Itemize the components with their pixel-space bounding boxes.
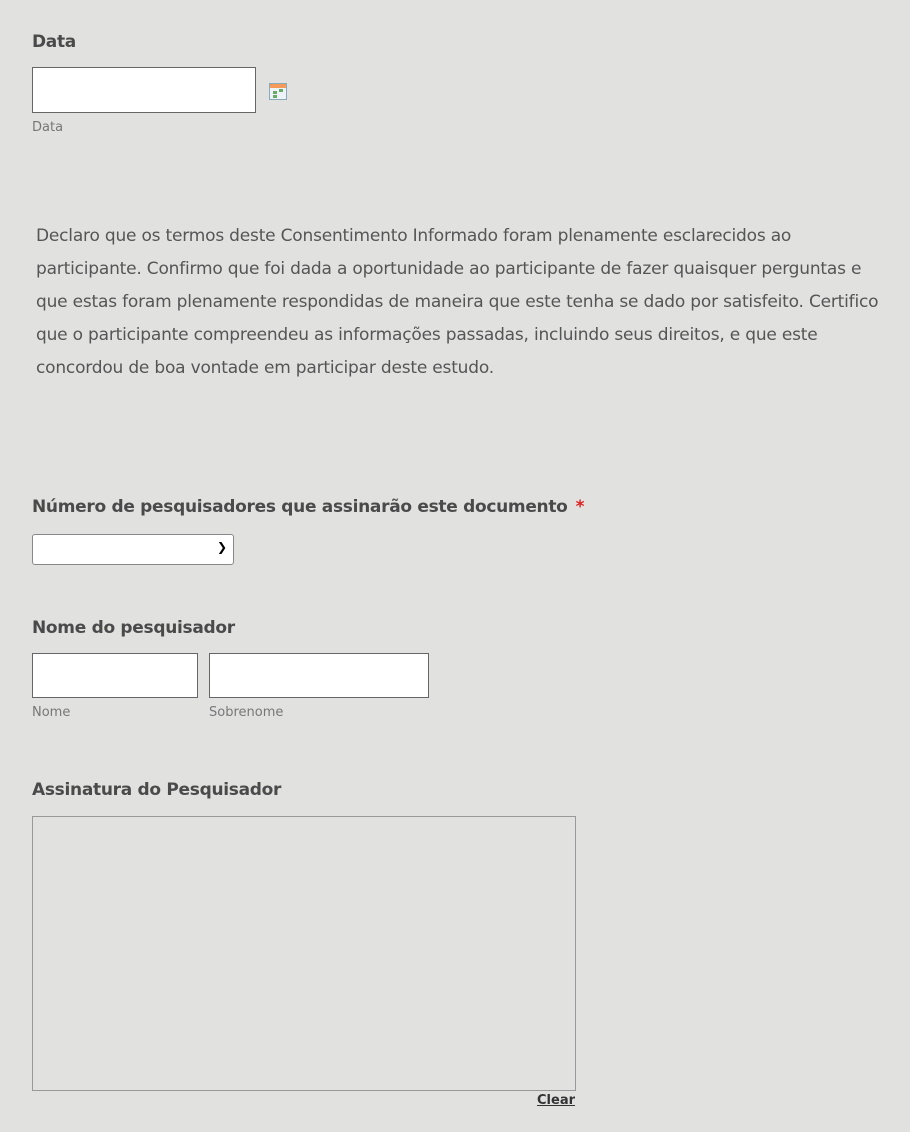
researcher-name-label: Nome do pesquisador xyxy=(32,618,235,638)
clear-signature-button[interactable]: Clear xyxy=(537,1093,575,1108)
chevron-down-icon: ❯ xyxy=(216,540,227,554)
calendar-icon[interactable] xyxy=(269,83,287,100)
first-name-sublabel: Nome xyxy=(32,705,71,720)
required-mark: * xyxy=(575,497,585,517)
consent-text: Declaro que os termos deste Consentimento Informado foram plenamente esclarecidos ao participante. Confirmo que foi dada a oportunidade ao participante de fazer quaisquer perguntas e que estas foram plenamente respondidas de maneira que este tenha se dado por satisfeito. Certifico que o participante compreendeu as informações passadas, incluindo seus direitos, e que este concordou de boa vontade em participar deste estudo. xyxy=(36,226,879,378)
signature-pad[interactable] xyxy=(32,816,576,1091)
researcher-count-select[interactable] xyxy=(32,534,234,565)
last-name-input[interactable] xyxy=(209,653,429,698)
date-label: Data xyxy=(32,32,76,52)
researcher-count-label xyxy=(32,497,584,517)
signature-label: Assinatura do Pesquisador xyxy=(32,780,282,800)
date-input[interactable] xyxy=(32,67,256,113)
last-name-sublabel: Sobrenome xyxy=(209,705,284,720)
researcher-count-label-text: Número de pesquisadores que assinarão este documento xyxy=(32,497,568,517)
first-name-input[interactable] xyxy=(32,653,198,698)
date-sublabel: Data xyxy=(32,120,64,135)
